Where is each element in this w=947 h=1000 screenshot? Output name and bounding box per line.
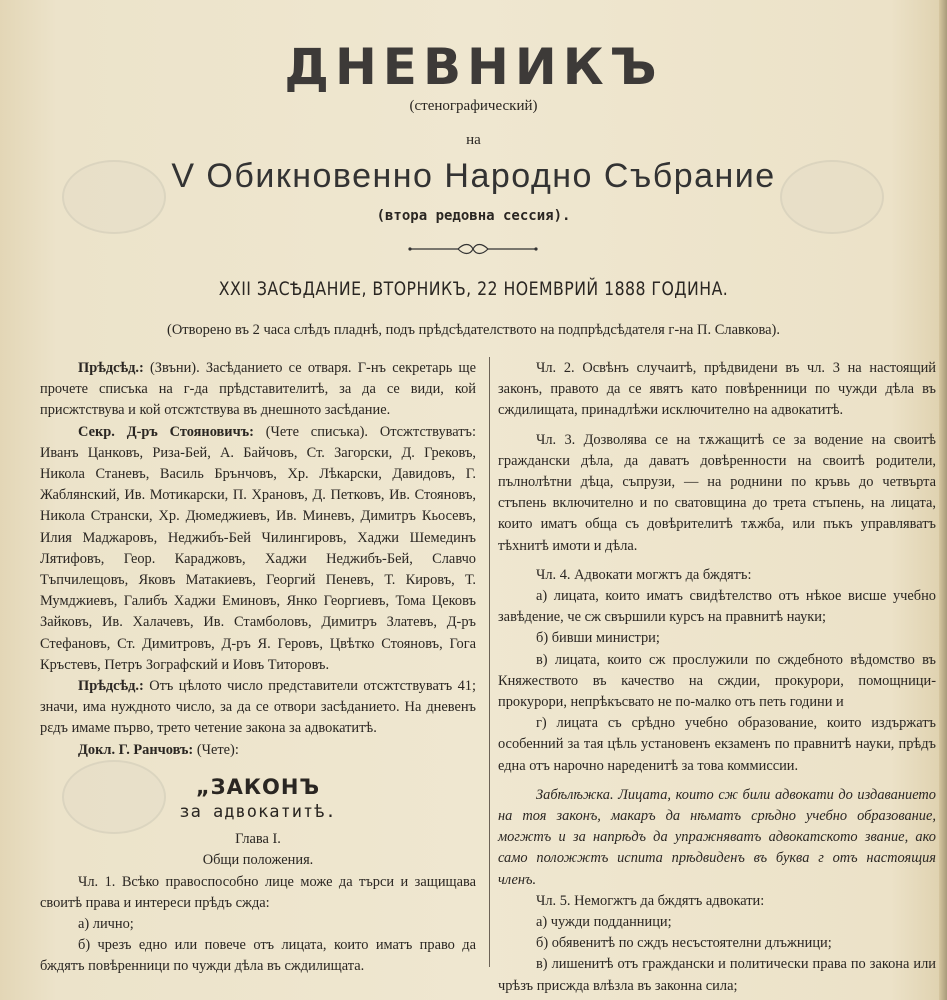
chapter-name: Общи положения. — [202, 852, 314, 869]
article-item: в) лицата, които сж прослужили по сждебното вѣдомство въ Княжеството въ качество на сждии, прокурори, помощници-прокурори, непрѣкъсвато не по-малко отъ петь години и — [498, 651, 936, 711]
article-item: г) лицата съ срѣдно учебно образование, които издържатъ особенний за тая цѣль установенъ екзаменъ по правнитѣ науки, прѣдъ една отъ нарочно нареденитѣ за това коммиссии. — [498, 715, 936, 774]
article-item: в) лишенитѣ отъ граждански и политически права по закона или чрѣзъ присжда влѣзла въ законна сила; — [498, 956, 936, 994]
right-column — [498, 358, 936, 997]
note: Забѣлѣжка. Лицата, които сж били адвокати до издаванието на тоя законъ, макаръ да нѣматъ срѣдно учебно образование, могжтъ и за напрѣдъ да упражняватъ адвокатското звание, ако само положжтъ испита прѣдвиденъ въ буква г отъ настоящия членъ. — [498, 786, 936, 888]
article: Чл. 2. Освѣнъ случаитѣ, прѣдвидени въ чл. 3 на настоящий законъ, правото да се явятъ като повѣренници по чужди дѣла въ сждилищата, принадлѣжи исключително на адвокатитѣ. — [498, 360, 936, 419]
article: Чл. 4. Адвокати могжтъ да бждятъ: — [536, 566, 752, 583]
page-edge — [939, 0, 947, 1000]
speech-text: (Чете списъка). Отсжтствуватъ: Иванъ Цанковъ, Риза-Бей, А. Байчовъ, Ст. Загорски, Д. Грековъ, Никола Станевъ, Василь Брънчовъ, Хр. Лѣкарски, Давидовъ, Г. Жаблянский, Ив. Мотикарски, П. Храновъ, Д. Петковъ, Ив. Стояновъ, Никола Странски, Хр. Дюмеджиевъ, Ив. Миневъ, Димитръ Кьосевъ, Илия Маджаровъ, Неджибъ-Бей Чилингировъ, Хаджи Шемединъ Лятифовъ, Геор. Караджовъ, Хаджи Неджибъ-Бей, Славчо Тъпчилещовъ, Яковъ Матакиевъ, Георгий Пеневъ, Т. Кировъ, Т. Мумджиевъ, Галибъ Хаджи Еминовъ, Янко Георгиевъ, Тома Цековъ Зайковъ, Ив. Халачевъ, Ив. Стамболовъ, Димитръ Златевъ, Д-ръ Стефановъ, Ст. Димитровъ, Д-ръ Я. Геровъ, Цвѣтко Стояновъ, Гога Кръстевъ, Петръ Зографский и Иовъ Титоровъ. — [40, 423, 476, 673]
paragraph — [40, 676, 476, 740]
ornament-divider — [408, 242, 538, 256]
assembly-title: V Обикновенно Народно Събрание — [171, 157, 776, 195]
preposition-line: на — [466, 132, 481, 148]
chapter-label: Глава I. — [235, 831, 281, 848]
article-item: б) чрезъ едно или повече отъ лицата, които иматъ право да бждятъ повѣренници по чужди дѣла въ сждилищата. — [40, 937, 476, 975]
document-subtitle: (стенографический) — [409, 98, 538, 114]
article-item: а) лично; — [78, 916, 134, 933]
article: Чл. 5. Немогжтъ да бждятъ адвокати: — [536, 892, 765, 909]
speaker-name: Секр. Д-ръ Стояновичъ: — [78, 423, 254, 440]
opening-note: (Отворено въ 2 часа слѣдъ пладнѣ, подъ прѣдсѣдателството на подпрѣдсѣдателя г-на П. Славкова). — [167, 322, 780, 338]
speech-text: (Чете): — [193, 741, 239, 758]
paragraph — [40, 358, 476, 422]
article: Чл. 1. Всѣко правоспособно лице може да търси и защищава своитѣ права и интереси прѣдъ сжда: — [40, 873, 476, 911]
article-item: б) обявенитѣ по сждъ несъстоятелни длъжници; — [536, 935, 832, 952]
speech-text: (Звъни). Засѣданието се отваря. Г-нъ секретарь ще прочете списъка на г-да прѣдставителитѣ, за да се види, кой присжтствува и кой отсжтствува въ днешното засѣдание. — [40, 360, 476, 419]
speaker-name: Прѣдсѣд.: — [78, 360, 144, 376]
law-title: „ЗАКОНЪ — [195, 774, 321, 799]
document-title: ДНЕВНИКЪ — [284, 38, 663, 96]
article: Чл. 3. Дозволява се на тѫжащитѣ се за водение на своитѣ граждански дѣла, да даватъ довѣренности на своитѣ родители, пълнолѣтни дѣца, съпрузи, — на роднини по кръвь до четвърта стъпень включително и по сватовщина до трета стъпень, на лицата, които иматъ обща съ довѣрителитѣ тѫжба, или пъкъ управляватъ тѣхнитѣ имоти и дѣла. — [498, 431, 936, 554]
left-column — [40, 358, 476, 978]
paragraph — [40, 422, 476, 676]
speech-text: Отъ цѣлото число представители отсжтствуватъ 41; значи, има нуждното число, за да се отвори засѣданието. На дневенъ рεдъ имаме първо, трето четение закона за адвокатитѣ. — [40, 678, 476, 737]
speaker-name: Докл. Г. Ранчовъ: — [78, 741, 194, 758]
session-label: (втора редовна сессия). — [376, 208, 571, 224]
meeting-heading: XXII ЗАСѢДАНИЕ, ВТОРНИКЪ, 22 НОЕМВРИЙ 1888 ГОДИНА. — [218, 278, 729, 300]
column-divider — [489, 357, 490, 967]
article-item: а) чужди подданници; — [536, 914, 672, 931]
article-item: б) бивши министри; — [536, 630, 660, 647]
article-item: а) лицата, които иматъ свидѣтелство отъ нѣкое висше учебно завѣдение, че сж свършили курсъ на правнитѣ науки; — [498, 588, 936, 626]
paragraph — [40, 740, 476, 761]
speaker-name: Прѣдсѣд.: — [78, 678, 144, 695]
law-subtitle: за адвокатитѣ. — [179, 802, 337, 823]
